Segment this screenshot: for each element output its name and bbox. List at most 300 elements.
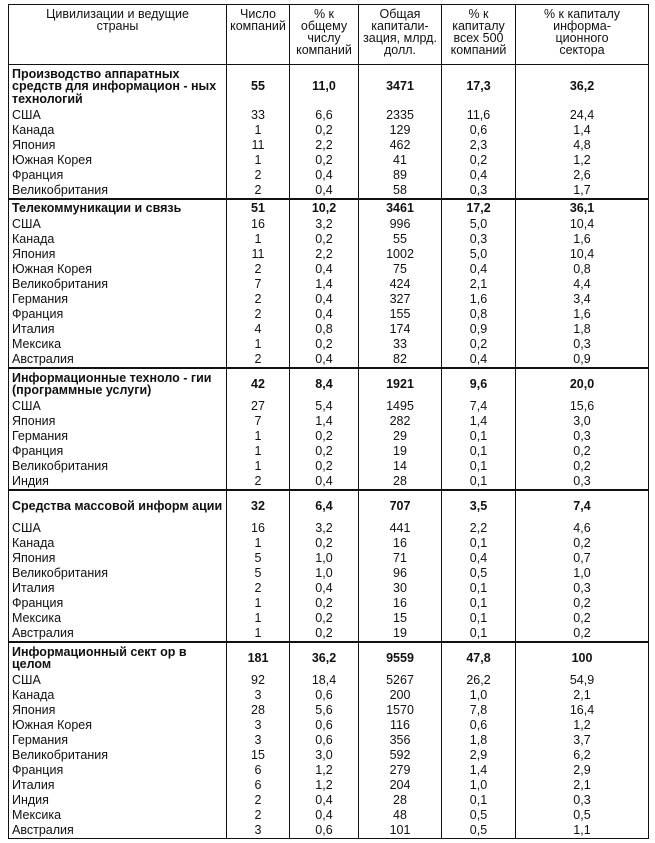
table-row [9,566,649,581]
cell-count: 1 [227,123,290,138]
cell-name: Австралия [9,352,227,368]
cell-pct-all: 0,5 [442,566,516,581]
cell-name: Япония [9,551,227,566]
cell-name: США [9,217,227,232]
cell-capitalization: 282 [359,414,442,429]
cell-pct-all: 0,4 [442,352,516,368]
cell-capitalization: 28 [359,793,442,808]
table-row [9,703,649,718]
cell-pct-sector: 15,6 [516,399,649,414]
group-title: Средства массовой информ ации [9,490,227,521]
group-pct-sector: 36,2 [516,65,649,109]
cell-pct-all: 0,5 [442,823,516,839]
cell-pct-sector: 3,7 [516,733,649,748]
cell-count: 2 [227,183,290,199]
group-capitalization: 707 [359,490,442,521]
cell-pct-all: 0,4 [442,168,516,183]
cell-pct-companies: 0,2 [290,536,359,551]
group-pct-sector: 36,1 [516,199,649,217]
cell-name: Южная Корея [9,262,227,277]
group-pct-companies: 11,0 [290,65,359,109]
table-row [9,307,649,322]
group-count: 42 [227,368,290,399]
group-count: 181 [227,642,290,673]
cell-count: 33 [227,108,290,123]
cell-pct-companies: 0,6 [290,718,359,733]
cell-pct-all: 0,1 [442,444,516,459]
table-row [9,459,649,474]
table-row [9,673,649,688]
cell-pct-all: 1,4 [442,763,516,778]
table-row [9,688,649,703]
cell-pct-all: 1,4 [442,414,516,429]
cell-capitalization: 33 [359,337,442,352]
cell-pct-companies: 1,0 [290,551,359,566]
group-count: 51 [227,199,290,217]
group-row [9,490,649,521]
header-row [9,5,649,65]
cell-name: Италия [9,322,227,337]
cell-pct-sector: 0,3 [516,337,649,352]
cell-capitalization: 155 [359,307,442,322]
cell-name: Южная Корея [9,153,227,168]
cell-pct-sector: 2,1 [516,778,649,793]
table-row [9,748,649,763]
cell-name: Япония [9,138,227,153]
cell-name: Индия [9,474,227,490]
group-capitalization: 9559 [359,642,442,673]
table-row [9,536,649,551]
cell-capitalization: 116 [359,718,442,733]
cell-pct-companies: 0,4 [290,183,359,199]
cell-name: Франция [9,596,227,611]
cell-capitalization: 1495 [359,399,442,414]
cell-pct-companies: 0,8 [290,322,359,337]
cell-pct-companies: 1,2 [290,763,359,778]
table-row [9,277,649,292]
cell-count: 2 [227,352,290,368]
table-row [9,521,649,536]
cell-pct-sector: 1,0 [516,566,649,581]
cell-capitalization: 58 [359,183,442,199]
cell-pct-all: 0,8 [442,307,516,322]
group-title: Информационные техноло - гии (программные услуги) [9,368,227,399]
cell-pct-all: 1,6 [442,292,516,307]
cell-pct-all: 0,9 [442,322,516,337]
cell-pct-all: 0,1 [442,596,516,611]
cell-name: Великобритания [9,183,227,199]
cell-count: 27 [227,399,290,414]
cell-count: 1 [227,153,290,168]
cell-pct-sector: 0,2 [516,444,649,459]
cell-pct-sector: 0,3 [516,581,649,596]
cell-count: 3 [227,688,290,703]
cell-name: Италия [9,581,227,596]
cell-pct-companies: 0,4 [290,292,359,307]
cell-name: Канада [9,688,227,703]
table-body [9,65,649,839]
cell-count: 2 [227,474,290,490]
cell-pct-companies: 5,6 [290,703,359,718]
cell-pct-sector: 2,9 [516,763,649,778]
cell-pct-companies: 0,2 [290,337,359,352]
cell-count: 3 [227,823,290,839]
cell-pct-companies: 3,2 [290,521,359,536]
cell-capitalization: 16 [359,596,442,611]
capitalization-table [8,4,649,839]
cell-capitalization: 129 [359,123,442,138]
table-row [9,262,649,277]
cell-count: 15 [227,748,290,763]
table-row [9,733,649,748]
table-row [9,183,649,199]
table-row [9,217,649,232]
cell-capitalization: 48 [359,808,442,823]
cell-pct-companies: 0,6 [290,733,359,748]
cell-pct-companies: 0,2 [290,153,359,168]
group-row [9,65,649,109]
cell-pct-sector: 0,5 [516,808,649,823]
cell-pct-all: 2,1 [442,277,516,292]
table-row [9,611,649,626]
cell-count: 6 [227,763,290,778]
cell-capitalization: 96 [359,566,442,581]
cell-capitalization: 200 [359,688,442,703]
group-pct-all: 17,2 [442,199,516,217]
cell-pct-sector: 0,2 [516,536,649,551]
cell-pct-sector: 0,8 [516,262,649,277]
cell-count: 2 [227,307,290,322]
cell-pct-companies: 0,2 [290,611,359,626]
cell-pct-companies: 2,2 [290,138,359,153]
cell-pct-all: 0,1 [442,581,516,596]
cell-pct-companies: 0,2 [290,232,359,247]
group-pct-sector: 7,4 [516,490,649,521]
cell-pct-sector: 16,4 [516,703,649,718]
cell-pct-sector: 1,2 [516,153,649,168]
cell-pct-all: 0,3 [442,232,516,247]
cell-pct-all: 26,2 [442,673,516,688]
group-title: Производство аппаратных средств для информацион - ных технологий [9,65,227,109]
cell-pct-all: 0,4 [442,262,516,277]
cell-pct-sector: 2,6 [516,168,649,183]
cell-name: Южная Корея [9,718,227,733]
cell-pct-sector: 0,2 [516,596,649,611]
cell-name: Германия [9,733,227,748]
cell-pct-all: 0,3 [442,183,516,199]
cell-pct-companies: 6,6 [290,108,359,123]
cell-pct-all: 0,2 [442,337,516,352]
cell-capitalization: 327 [359,292,442,307]
header-percent-companies: % к общему числу компаний [290,5,359,65]
cell-name: Мексика [9,611,227,626]
cell-name: Австралия [9,626,227,642]
cell-pct-sector: 1,6 [516,232,649,247]
cell-name: США [9,399,227,414]
table-row [9,399,649,414]
cell-count: 7 [227,277,290,292]
header-civilization: Цивилизации и ведущие страны [9,5,227,65]
header-capitalization: Общая капитали- зация, млрд. долл. [359,5,442,65]
cell-name: Германия [9,292,227,307]
cell-capitalization: 279 [359,763,442,778]
cell-name: США [9,108,227,123]
cell-pct-sector: 54,9 [516,673,649,688]
group-pct-sector: 100 [516,642,649,673]
cell-pct-all: 0,1 [442,474,516,490]
cell-count: 92 [227,673,290,688]
cell-name: Индия [9,793,227,808]
cell-capitalization: 2335 [359,108,442,123]
cell-pct-sector: 1,8 [516,322,649,337]
cell-pct-companies: 0,2 [290,596,359,611]
cell-pct-companies: 0,4 [290,793,359,808]
cell-pct-companies: 0,4 [290,352,359,368]
cell-count: 2 [227,262,290,277]
group-pct-all: 3,5 [442,490,516,521]
cell-pct-sector: 0,2 [516,611,649,626]
table-row [9,108,649,123]
table-row [9,778,649,793]
cell-name: Япония [9,703,227,718]
group-pct-all: 47,8 [442,642,516,673]
document-page [8,4,649,839]
cell-pct-sector: 6,2 [516,748,649,763]
cell-pct-sector: 1,1 [516,823,649,839]
header-percent-sector: % к капиталу информа- ционного сектора [516,5,649,65]
cell-pct-companies: 3,2 [290,217,359,232]
cell-pct-sector: 1,2 [516,718,649,733]
cell-count: 7 [227,414,290,429]
cell-pct-companies: 5,4 [290,399,359,414]
table-row [9,322,649,337]
cell-name: Италия [9,778,227,793]
cell-capitalization: 71 [359,551,442,566]
cell-name: Франция [9,168,227,183]
table-row [9,429,649,444]
table-row [9,153,649,168]
cell-pct-sector: 10,4 [516,247,649,262]
cell-count: 16 [227,521,290,536]
cell-count: 11 [227,138,290,153]
cell-capitalization: 101 [359,823,442,839]
cell-pct-companies: 0,4 [290,808,359,823]
table-row [9,444,649,459]
cell-capitalization: 75 [359,262,442,277]
cell-name: Мексика [9,808,227,823]
cell-count: 28 [227,703,290,718]
cell-count: 2 [227,168,290,183]
cell-capitalization: 356 [359,733,442,748]
cell-pct-all: 11,6 [442,108,516,123]
group-capitalization: 3461 [359,199,442,217]
cell-pct-companies: 3,0 [290,748,359,763]
cell-count: 4 [227,322,290,337]
cell-name: Австралия [9,823,227,839]
cell-capitalization: 15 [359,611,442,626]
cell-capitalization: 14 [359,459,442,474]
cell-pct-all: 1,8 [442,733,516,748]
cell-capitalization: 424 [359,277,442,292]
group-capitalization: 3471 [359,65,442,109]
cell-pct-companies: 0,6 [290,688,359,703]
cell-capitalization: 19 [359,444,442,459]
cell-capitalization: 174 [359,322,442,337]
cell-count: 2 [227,581,290,596]
table-row [9,474,649,490]
cell-pct-all: 0,1 [442,611,516,626]
cell-count: 2 [227,793,290,808]
cell-pct-companies: 1,2 [290,778,359,793]
cell-name: Канада [9,232,227,247]
cell-capitalization: 55 [359,232,442,247]
cell-pct-all: 1,0 [442,778,516,793]
cell-pct-all: 0,1 [442,626,516,642]
table-row [9,414,649,429]
table-row [9,247,649,262]
cell-pct-all: 0,1 [442,459,516,474]
group-pct-companies: 8,4 [290,368,359,399]
group-title: Информационный сект ор в целом [9,642,227,673]
cell-name: Франция [9,307,227,322]
cell-count: 1 [227,337,290,352]
cell-capitalization: 19 [359,626,442,642]
cell-pct-all: 7,4 [442,399,516,414]
cell-count: 5 [227,551,290,566]
group-count: 55 [227,65,290,109]
cell-pct-companies: 0,2 [290,429,359,444]
cell-pct-sector: 10,4 [516,217,649,232]
cell-count: 6 [227,778,290,793]
group-row [9,368,649,399]
table-row [9,793,649,808]
cell-pct-sector: 1,4 [516,123,649,138]
table-row [9,823,649,839]
cell-pct-companies: 0,2 [290,444,359,459]
cell-pct-companies: 0,2 [290,626,359,642]
cell-count: 2 [227,808,290,823]
group-pct-sector: 20,0 [516,368,649,399]
cell-name: Япония [9,414,227,429]
cell-pct-sector: 0,3 [516,793,649,808]
cell-capitalization: 5267 [359,673,442,688]
cell-count: 1 [227,536,290,551]
cell-pct-all: 0,6 [442,718,516,733]
cell-pct-companies: 0,4 [290,474,359,490]
cell-pct-sector: 0,3 [516,474,649,490]
table-row [9,352,649,368]
cell-pct-sector: 0,3 [516,429,649,444]
group-pct-companies: 6,4 [290,490,359,521]
cell-capitalization: 82 [359,352,442,368]
cell-pct-sector: 1,6 [516,307,649,322]
cell-count: 1 [227,232,290,247]
cell-pct-all: 0,6 [442,123,516,138]
cell-pct-sector: 3,0 [516,414,649,429]
cell-count: 1 [227,459,290,474]
group-pct-all: 17,3 [442,65,516,109]
cell-capitalization: 204 [359,778,442,793]
cell-name: США [9,521,227,536]
cell-pct-sector: 0,9 [516,352,649,368]
table-row [9,808,649,823]
cell-pct-companies: 0,4 [290,262,359,277]
cell-count: 16 [227,217,290,232]
cell-capitalization: 89 [359,168,442,183]
cell-name: Япония [9,247,227,262]
table-row [9,763,649,778]
cell-capitalization: 41 [359,153,442,168]
cell-pct-all: 0,1 [442,536,516,551]
group-title: Телекоммуникации и связь [9,199,227,217]
cell-count: 5 [227,566,290,581]
cell-pct-sector: 2,1 [516,688,649,703]
cell-capitalization: 29 [359,429,442,444]
cell-pct-all: 2,9 [442,748,516,763]
table-row [9,123,649,138]
group-capitalization: 1921 [359,368,442,399]
cell-count: 1 [227,626,290,642]
table-row [9,718,649,733]
cell-capitalization: 28 [359,474,442,490]
cell-name: Мексика [9,337,227,352]
cell-name: Канада [9,123,227,138]
cell-pct-all: 0,2 [442,153,516,168]
table-row [9,138,649,153]
cell-pct-sector: 0,7 [516,551,649,566]
cell-pct-sector: 4,8 [516,138,649,153]
cell-count: 1 [227,596,290,611]
group-row [9,199,649,217]
cell-pct-sector: 0,2 [516,459,649,474]
cell-capitalization: 592 [359,748,442,763]
cell-pct-companies: 0,6 [290,823,359,839]
cell-pct-all: 0,5 [442,808,516,823]
cell-pct-all: 5,0 [442,247,516,262]
cell-capitalization: 1002 [359,247,442,262]
cell-capitalization: 996 [359,217,442,232]
cell-pct-companies: 2,2 [290,247,359,262]
cell-name: Великобритания [9,277,227,292]
cell-count: 1 [227,429,290,444]
cell-count: 3 [227,733,290,748]
cell-name: Франция [9,444,227,459]
cell-pct-all: 2,2 [442,521,516,536]
cell-pct-companies: 1,4 [290,277,359,292]
table-row [9,168,649,183]
table-row [9,581,649,596]
cell-pct-all: 0,1 [442,793,516,808]
table-row [9,626,649,642]
cell-pct-companies: 0,2 [290,459,359,474]
cell-count: 11 [227,247,290,262]
cell-count: 3 [227,718,290,733]
cell-pct-companies: 0,4 [290,307,359,322]
cell-pct-companies: 0,2 [290,123,359,138]
table-row [9,232,649,247]
cell-count: 1 [227,444,290,459]
group-count: 32 [227,490,290,521]
cell-capitalization: 16 [359,536,442,551]
table-row [9,337,649,352]
cell-pct-companies: 1,4 [290,414,359,429]
cell-pct-sector: 4,4 [516,277,649,292]
cell-capitalization: 30 [359,581,442,596]
table-row [9,292,649,307]
cell-pct-sector: 0,2 [516,626,649,642]
cell-pct-sector: 1,7 [516,183,649,199]
group-pct-companies: 10,2 [290,199,359,217]
